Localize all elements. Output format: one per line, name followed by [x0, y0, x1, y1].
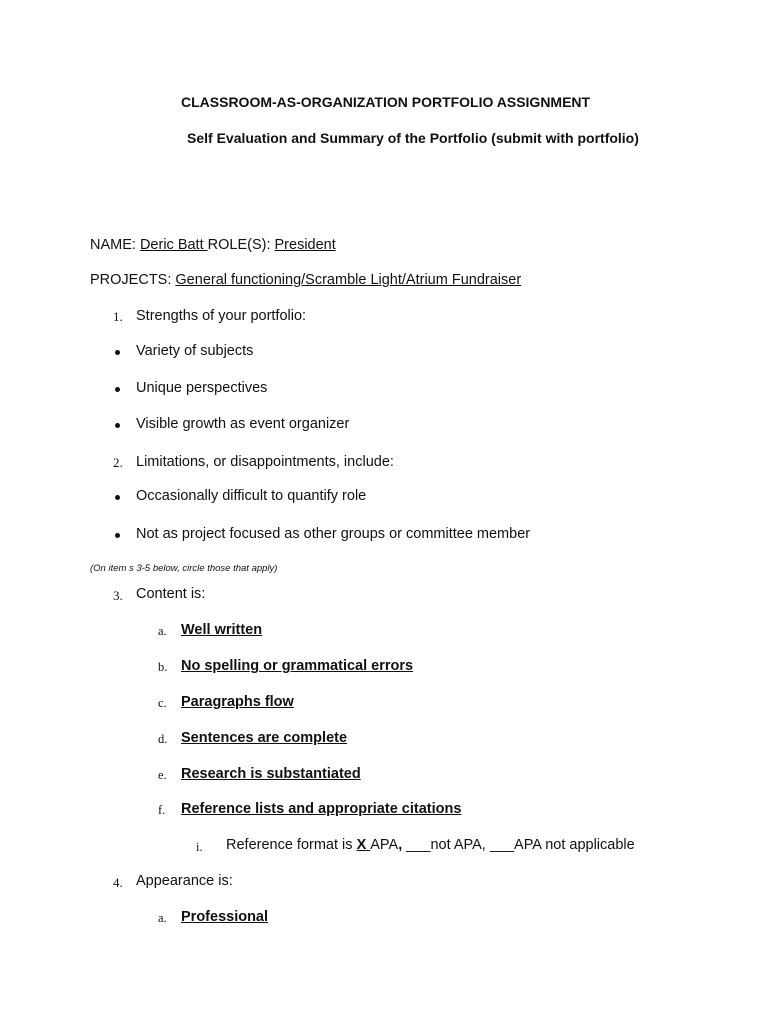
bullet-icon: [115, 387, 120, 392]
item-4-number: 4.: [113, 875, 123, 890]
content-item: Well written: [181, 622, 263, 638]
content-letter: a.: [158, 624, 167, 638]
instruction-note: (On item s 3-5 below, circle those that apply): [90, 563, 278, 574]
name-line: [90, 237, 336, 253]
content-item: No spelling or grammatical errors: [181, 658, 414, 674]
content-letter: f.: [158, 803, 166, 817]
item-2-text: Limitations, or disappointments, include:: [136, 454, 394, 470]
limitation-item: Occasionally difficult to quantify role: [136, 488, 367, 504]
content-letter: e.: [158, 768, 167, 782]
reference-format-line: [226, 837, 635, 853]
reference-rest: ___not APA, ___APA not applicable: [402, 837, 635, 853]
projects-line: [90, 272, 521, 288]
item-1-text: Strengths of your portfolio:: [136, 308, 307, 324]
projects-value: General functioning/Scramble Light/Atrium Fundraiser: [175, 272, 522, 288]
limitation-item: Not as project focused as other groups or committee member: [136, 526, 531, 542]
content-letter: b.: [158, 660, 168, 674]
bullet-icon: [115, 350, 120, 355]
reference-comma: ,: [398, 837, 403, 853]
strength-item: Visible growth as event organizer: [136, 416, 350, 432]
reference-mark: X: [356, 837, 371, 853]
reference-apa: APA: [370, 837, 399, 853]
role-label: ROLE(S):: [207, 237, 275, 253]
document-title: CLASSROOM-AS-ORGANIZATION PORTFOLIO ASSIGNMENT: [181, 94, 591, 110]
item-1-number: 1.: [113, 309, 123, 324]
bullet-icon: [115, 533, 120, 538]
name-label: NAME:: [90, 237, 140, 253]
content-item: Paragraphs flow: [181, 694, 294, 710]
content-item: Reference lists and appropriate citations: [181, 801, 462, 817]
content-letter: c.: [158, 696, 167, 710]
projects-label: PROJECTS:: [90, 272, 176, 288]
name-value: Deric Batt: [139, 237, 208, 253]
content-item: Sentences are complete: [181, 730, 348, 746]
item-3-text: Content is:: [136, 586, 206, 602]
item-2-number: 2.: [113, 455, 123, 470]
item-4-text: Appearance is:: [136, 873, 233, 889]
content-item: Research is substantiated: [181, 766, 361, 782]
document-subtitle: Self Evaluation and Summary of the Portfolio (submit with portfolio): [187, 130, 639, 146]
reference-prefix: Reference format is: [226, 837, 357, 853]
content-letter: d.: [158, 732, 168, 746]
appearance-item: Professional: [181, 909, 269, 925]
item-3-number: 3.: [113, 588, 123, 603]
bullet-icon: [115, 495, 120, 500]
appearance-letter: a.: [158, 911, 167, 925]
reference-numeral: i.: [196, 840, 203, 854]
strength-item: Variety of subjects: [136, 343, 254, 359]
role-value: President: [274, 237, 336, 253]
bullet-icon: [115, 423, 120, 428]
strength-item: Unique perspectives: [136, 380, 268, 396]
